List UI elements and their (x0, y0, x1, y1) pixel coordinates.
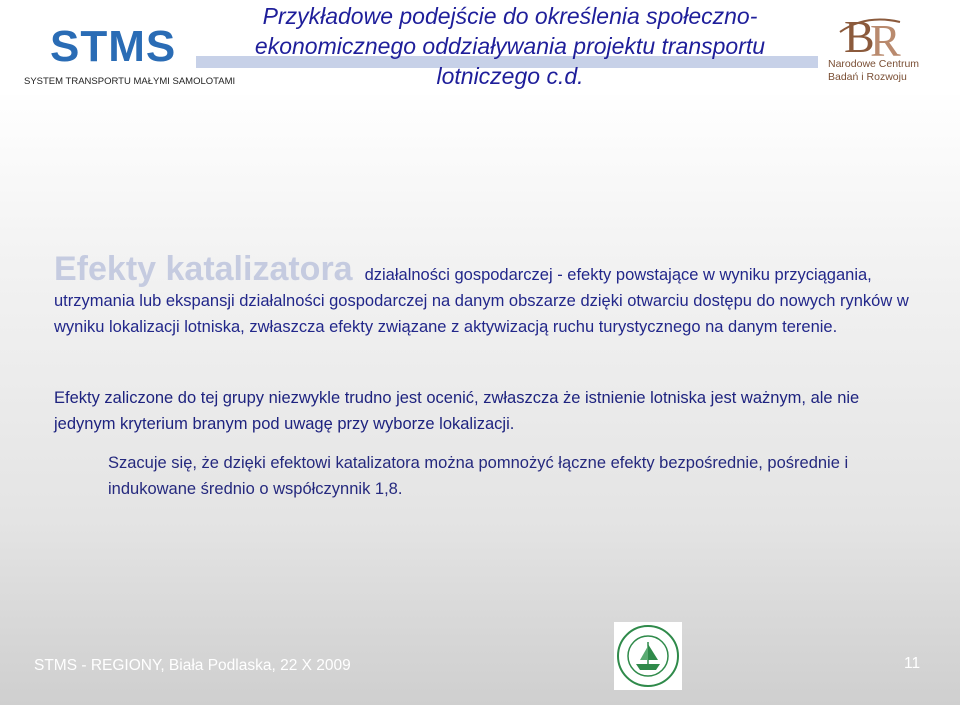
ncbr-logo-text (826, 58, 953, 84)
footer-text: STMS - REGIONY, Biała Podlaska, 22 X 2009 (34, 657, 351, 674)
svg-text:B: B (844, 12, 875, 62)
page-number: 11 (904, 655, 921, 672)
svg-text:R: R (870, 15, 901, 62)
ncbr-monogram-icon (826, 12, 951, 62)
title-line-3: lotniczego c.d. (436, 63, 584, 89)
ncbr-line-2: Badań i Rozwoju (828, 71, 907, 83)
paragraph-1-body: działalności gospodarczej - efekty powstające w wyniku przyciągania, utrzymania lub ekspansji działalności gospodarczej na danym obszarze dzięki otwarciu dostępu do nowych rynków w wyniku lokalizacji lotniska, zwłaszcza efekty związane z aktywizacją ruchu turystycznego na danym terenie. (54, 266, 909, 336)
stms-logo-text: STMS (50, 22, 177, 71)
ncbr-line-1: Narodowe Centrum (828, 58, 920, 70)
title-line-2: ekonomicznego oddziaływania projektu transportu (254, 33, 766, 59)
stms-logo (18, 22, 236, 87)
footer (0, 645, 960, 705)
stms-logo-tagline: SYSTEM TRANSPORTU MAŁYMI SAMOLOTAMI (24, 76, 236, 87)
title-line-1: Przykładowe podejście do określenia społeczno- (262, 3, 758, 29)
paragraph-3: Szacuje się, że dzięki efektowi katalizatora można pomnożyć łączne efekty bezpośrednie, pośrednie i indukowane średnio o współczynnik 1,8. (108, 454, 849, 498)
ncbr-logo (826, 12, 951, 87)
paragraph-1 (54, 250, 934, 340)
paragraph-1-text (54, 250, 934, 340)
paragraph-2: Efekty zaliczone do tej grupy niezwykle trudno jest ocenić, zwłaszcza że istnienie lotniska jest ważnym, ale nie jedynym kryterium branym pod uwagę przy wyborze lokalizacji. (54, 389, 860, 433)
section-heading: Efekty katalizatora (54, 250, 353, 288)
slide-title (200, 1, 820, 91)
